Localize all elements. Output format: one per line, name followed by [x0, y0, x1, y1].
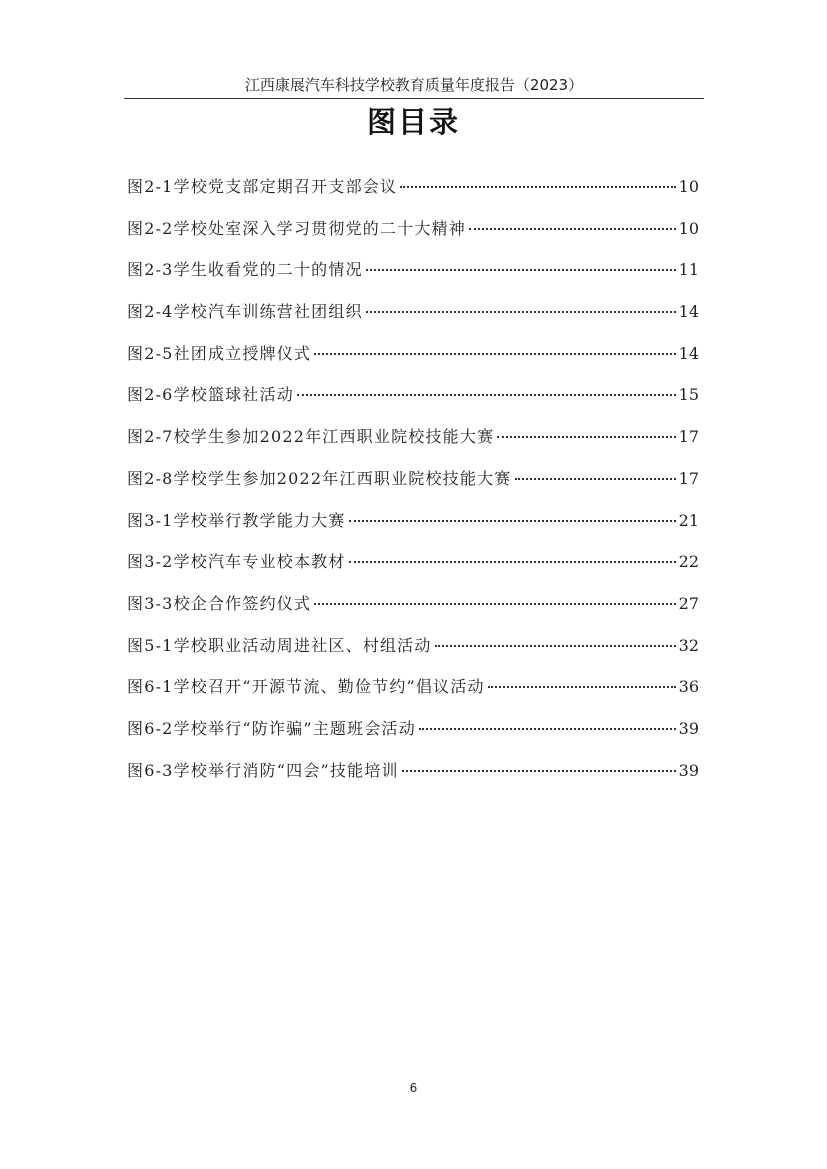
- toc-entry-label: 图3-2学校汽车专业校本教材: [127, 552, 346, 572]
- toc-entry[interactable]: [127, 380, 699, 422]
- toc-entry-leader: [297, 394, 676, 396]
- toc-entry[interactable]: [127, 589, 699, 631]
- toc-entry-label: 图2-1学校党支部定期召开支部会议: [127, 177, 398, 196]
- toc-entry[interactable]: [127, 756, 699, 798]
- toc-entry-leader: [314, 603, 675, 605]
- toc-entry-page: 15: [678, 385, 699, 405]
- toc-entry-label: 图5-1学校职业活动周进社区、村组活动: [127, 635, 432, 655]
- page-header: [124, 74, 704, 99]
- toc-entry[interactable]: [127, 547, 699, 589]
- toc-entry[interactable]: [127, 422, 699, 464]
- toc-entry[interactable]: [127, 339, 699, 381]
- header-title: 江西康展汽车科技学校教育质量年度报告（2023）: [244, 76, 584, 94]
- toc-entry-label: 图6-1学校召开“开源节流、勤俭节约”倡议活动: [127, 677, 485, 697]
- toc-entry-label: 图2-8学校学生参加2022年江西职业院校技能大赛: [127, 468, 512, 488]
- toc-entry[interactable]: [127, 464, 699, 506]
- toc-entry-page: 17: [678, 468, 699, 488]
- toc-entry-page: 32: [678, 635, 699, 655]
- toc-entry-leader: [349, 520, 676, 522]
- toc-entry-leader: [497, 436, 675, 438]
- toc-title: 图目录: [366, 105, 460, 139]
- toc-entry-page: 14: [678, 343, 699, 363]
- toc-entry-label: 图3-3校企合作签约仪式: [127, 593, 312, 613]
- toc-entry-leader: [419, 728, 676, 730]
- toc-entry-label: 图6-3学校举行消防“四会”技能培训: [127, 760, 399, 780]
- toc-entry[interactable]: [127, 672, 699, 714]
- toc-entry-leader: [402, 770, 676, 772]
- toc-entry-leader: [469, 228, 676, 230]
- toc-entry-page: 22: [678, 552, 699, 572]
- toc-entry-leader: [349, 561, 676, 563]
- toc-entry-page: 10: [678, 218, 699, 238]
- toc-entry-label: 图2-2学校处室深入学习贯彻党的二十大精神: [127, 218, 466, 238]
- toc-entry[interactable]: [127, 172, 699, 214]
- toc-entry[interactable]: [127, 297, 699, 339]
- toc-entry-leader: [366, 269, 676, 271]
- figure-toc-list: [127, 172, 699, 797]
- toc-entry[interactable]: [127, 214, 699, 256]
- toc-entry-leader: [366, 311, 676, 313]
- toc-entry-page: 21: [678, 510, 699, 530]
- toc-entry-leader: [488, 686, 676, 688]
- toc-entry-leader: [515, 478, 676, 480]
- toc-entry-page: 36: [678, 677, 699, 697]
- toc-entry-leader: [400, 186, 675, 188]
- toc-entry-label: 图3-1学校举行教学能力大赛: [127, 510, 346, 530]
- toc-entry-label: 图2-5社团成立授牌仪式: [127, 343, 312, 363]
- toc-entry-label: 图2-7校学生参加2022年江西职业院校技能大赛: [127, 427, 495, 447]
- toc-entry-page: 11: [678, 260, 699, 280]
- toc-entry[interactable]: [127, 714, 699, 756]
- toc-entry-page: 39: [678, 718, 699, 738]
- toc-entry-page: 39: [678, 760, 699, 780]
- toc-entry-label: 图2-6学校篮球社活动: [127, 385, 294, 405]
- toc-entry-label: 图2-3学生收看党的二十的情况: [127, 260, 363, 280]
- toc-entry-page: 14: [678, 302, 699, 322]
- toc-entry-page: 17: [678, 427, 699, 447]
- toc-entry-label: 图6-2学校举行“防诈骗”主题班会活动: [127, 718, 416, 738]
- toc-entry-leader: [435, 645, 676, 647]
- toc-entry[interactable]: [127, 506, 699, 548]
- page-number: 6: [409, 1081, 418, 1095]
- toc-entry-page: 27: [678, 593, 699, 613]
- toc-entry[interactable]: [127, 631, 699, 673]
- toc-entry-label: 图2-4学校汽车训练营社团组织: [127, 302, 363, 322]
- toc-entry[interactable]: [127, 255, 699, 297]
- toc-entry-page: 10: [678, 177, 699, 196]
- toc-entry-leader: [314, 353, 675, 355]
